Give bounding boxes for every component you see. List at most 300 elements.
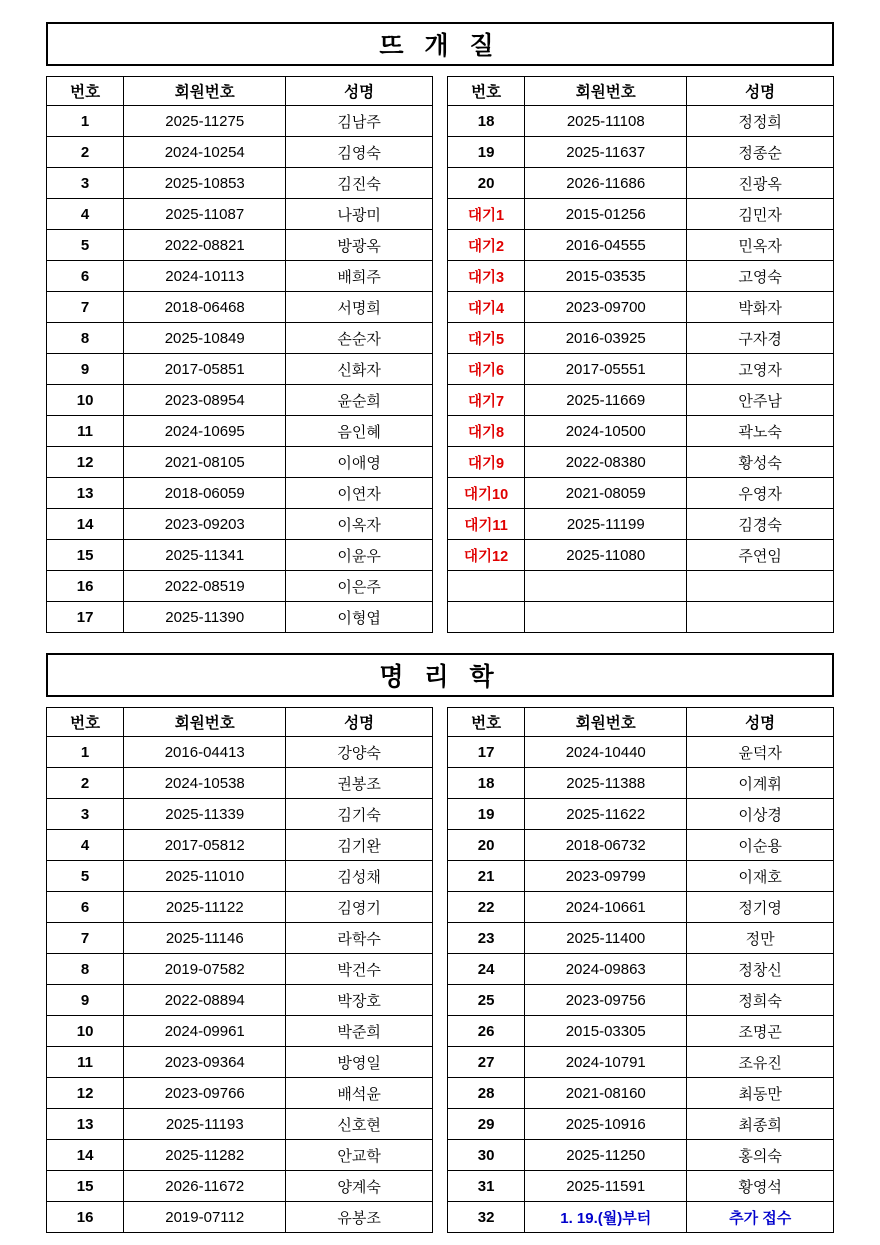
cell-no: 11 <box>47 1047 124 1078</box>
cell-name: 라학수 <box>286 923 433 954</box>
table-header-row <box>448 708 834 737</box>
cell-member-id: 2023-09766 <box>124 1078 286 1109</box>
cell-name: 최동만 <box>687 1078 834 1109</box>
cell-member-id: 2017-05812 <box>124 830 286 861</box>
cell-member-id: 2023-09756 <box>525 985 687 1016</box>
cell-member-id: 2025-11339 <box>124 799 286 830</box>
cell-member-id: 2025-11108 <box>525 106 687 137</box>
cell-name <box>687 602 834 633</box>
column-header-member-id: 회원번호 <box>124 77 286 106</box>
table-row <box>47 1109 433 1140</box>
table-row <box>47 354 433 385</box>
cell-name: 김영기 <box>286 892 433 923</box>
cell-member-id: 2016-04555 <box>525 230 687 261</box>
cell-name: 최종희 <box>687 1109 834 1140</box>
cell-no: 4 <box>47 199 124 230</box>
cell-name: 이계휘 <box>687 768 834 799</box>
table-row <box>448 447 834 478</box>
cell-name: 손순자 <box>286 323 433 354</box>
cell-no: 8 <box>47 323 124 354</box>
cell-name: 안주남 <box>687 385 834 416</box>
section-title-bar <box>46 22 834 66</box>
cell-no: 7 <box>47 292 124 323</box>
cell-name: 김기숙 <box>286 799 433 830</box>
cell-no: 6 <box>47 261 124 292</box>
cell-member-id <box>525 571 687 602</box>
cell-member-id: 2016-03925 <box>525 323 687 354</box>
table-row <box>448 861 834 892</box>
cell-member-id: 2025-10849 <box>124 323 286 354</box>
roster-table-right <box>447 707 834 1233</box>
cell-member-id: 2015-03305 <box>525 1016 687 1047</box>
cell-name: 신호현 <box>286 1109 433 1140</box>
column-header-no: 번호 <box>47 708 124 737</box>
cell-name: 정창신 <box>687 954 834 985</box>
cell-name: 우영자 <box>687 478 834 509</box>
right-column <box>447 76 834 633</box>
left-column <box>46 76 433 633</box>
cell-member-id: 2023-09203 <box>124 509 286 540</box>
cell-name: 나광미 <box>286 199 433 230</box>
cell-name: 김남주 <box>286 106 433 137</box>
table-row <box>47 199 433 230</box>
table-row <box>47 923 433 954</box>
table-row <box>448 416 834 447</box>
cell-name: 권봉조 <box>286 768 433 799</box>
table-row <box>448 168 834 199</box>
section-knitting <box>46 22 834 633</box>
cell-member-id: 2021-08160 <box>525 1078 687 1109</box>
cell-member-id: 2024-10113 <box>124 261 286 292</box>
cell-member-id: 2025-11282 <box>124 1140 286 1171</box>
cell-no: 10 <box>47 1016 124 1047</box>
cell-no: 6 <box>47 892 124 923</box>
cell-name: 곽노숙 <box>687 416 834 447</box>
cell-no: 16 <box>47 1202 124 1233</box>
cell-member-id: 2018-06732 <box>525 830 687 861</box>
table-row <box>47 323 433 354</box>
table-row <box>47 1140 433 1171</box>
table-row <box>448 737 834 768</box>
cell-no <box>448 571 525 602</box>
section-title-bar <box>46 653 834 697</box>
table-row <box>448 1171 834 1202</box>
cell-name: 고영자 <box>687 354 834 385</box>
cell-name: 주연임 <box>687 540 834 571</box>
column-header-no: 번호 <box>448 708 525 737</box>
cell-name: 이형엽 <box>286 602 433 633</box>
table-row <box>448 1047 834 1078</box>
column-header-name: 성명 <box>687 77 834 106</box>
cell-name: 이은주 <box>286 571 433 602</box>
cell-no: 31 <box>448 1171 525 1202</box>
cell-name: 이순용 <box>687 830 834 861</box>
cell-member-id: 2025-11146 <box>124 923 286 954</box>
cell-no: 18 <box>448 106 525 137</box>
cell-member-id <box>525 602 687 633</box>
cell-no: 5 <box>47 861 124 892</box>
section-table-block <box>46 76 834 633</box>
cell-member-id: 2025-10853 <box>124 168 286 199</box>
cell-no: 18 <box>448 768 525 799</box>
cell-name: 김기완 <box>286 830 433 861</box>
cell-no: 대기4 <box>448 292 525 323</box>
cell-name: 박장호 <box>286 985 433 1016</box>
cell-no: 26 <box>448 1016 525 1047</box>
cell-name: 유봉조 <box>286 1202 433 1233</box>
column-header-name: 성명 <box>286 77 433 106</box>
column-header-no: 번호 <box>448 77 525 106</box>
cell-name: 김경숙 <box>687 509 834 540</box>
cell-member-id: 2019-07112 <box>124 1202 286 1233</box>
right-column <box>447 707 834 1233</box>
cell-no: 2 <box>47 137 124 168</box>
cell-no: 대기3 <box>448 261 525 292</box>
cell-no: 12 <box>47 447 124 478</box>
table-row <box>448 892 834 923</box>
cell-member-id: 2024-09961 <box>124 1016 286 1047</box>
table-row <box>448 1109 834 1140</box>
cell-name: 홍의숙 <box>687 1140 834 1171</box>
cell-no: 7 <box>47 923 124 954</box>
cell-name: 배석윤 <box>286 1078 433 1109</box>
cell-member-id: 2026-11686 <box>525 168 687 199</box>
cell-member-id: 2024-10661 <box>525 892 687 923</box>
cell-member-id: 2019-07582 <box>124 954 286 985</box>
cell-name: 방영일 <box>286 1047 433 1078</box>
cell-name: 방광옥 <box>286 230 433 261</box>
table-row <box>47 861 433 892</box>
table-row <box>448 1140 834 1171</box>
cell-no: 19 <box>448 137 525 168</box>
column-header-member-id: 회원번호 <box>525 77 687 106</box>
cell-no: 4 <box>47 830 124 861</box>
cell-member-id: 2024-10440 <box>525 737 687 768</box>
table-row <box>47 985 433 1016</box>
cell-no: 19 <box>448 799 525 830</box>
cell-no <box>448 602 525 633</box>
cell-member-id: 2025-10916 <box>525 1109 687 1140</box>
cell-no: 12 <box>47 1078 124 1109</box>
cell-no: 2 <box>47 768 124 799</box>
cell-notice-date: 1. 19.(월)부터 <box>525 1202 687 1233</box>
cell-name: 김영숙 <box>286 137 433 168</box>
cell-no: 16 <box>47 571 124 602</box>
table-row <box>448 106 834 137</box>
cell-member-id: 2025-11637 <box>525 137 687 168</box>
table-row <box>47 137 433 168</box>
cell-no: 9 <box>47 985 124 1016</box>
cell-no: 29 <box>448 1109 525 1140</box>
table-row <box>47 540 433 571</box>
cell-member-id: 2025-11199 <box>525 509 687 540</box>
table-row <box>47 768 433 799</box>
cell-no: 15 <box>47 540 124 571</box>
cell-name: 구자경 <box>687 323 834 354</box>
table-row <box>47 602 433 633</box>
cell-member-id: 2025-11080 <box>525 540 687 571</box>
table-row <box>47 168 433 199</box>
cell-member-id: 2024-10791 <box>525 1047 687 1078</box>
cell-name: 김진숙 <box>286 168 433 199</box>
cell-name: 박건수 <box>286 954 433 985</box>
cell-member-id: 2018-06468 <box>124 292 286 323</box>
cell-no: 10 <box>47 385 124 416</box>
column-header-name: 성명 <box>286 708 433 737</box>
cell-member-id: 2025-11193 <box>124 1109 286 1140</box>
cell-member-id: 2022-08894 <box>124 985 286 1016</box>
cell-member-id: 2024-10500 <box>525 416 687 447</box>
cell-member-id: 2017-05851 <box>124 354 286 385</box>
cell-no: 14 <box>47 509 124 540</box>
cell-member-id: 2018-06059 <box>124 478 286 509</box>
cell-name: 박화자 <box>687 292 834 323</box>
cell-member-id: 2025-11275 <box>124 106 286 137</box>
table-row-empty <box>448 571 834 602</box>
table-row <box>448 261 834 292</box>
cell-member-id: 2025-11390 <box>124 602 286 633</box>
table-row <box>448 292 834 323</box>
roster-table-right <box>447 76 834 633</box>
table-row-empty <box>448 602 834 633</box>
cell-name <box>687 571 834 602</box>
cell-name: 이연자 <box>286 478 433 509</box>
table-row <box>47 106 433 137</box>
cell-no: 20 <box>448 830 525 861</box>
table-row <box>47 954 433 985</box>
table-header-row <box>47 77 433 106</box>
cell-no: 17 <box>448 737 525 768</box>
cell-member-id: 2017-05551 <box>525 354 687 385</box>
left-column <box>46 707 433 1233</box>
cell-no: 대기1 <box>448 199 525 230</box>
cell-no: 15 <box>47 1171 124 1202</box>
cell-no: 23 <box>448 923 525 954</box>
cell-name: 음인혜 <box>286 416 433 447</box>
cell-member-id: 2023-09364 <box>124 1047 286 1078</box>
cell-member-id: 2025-11669 <box>525 385 687 416</box>
table-row <box>448 1078 834 1109</box>
table-row <box>448 1202 834 1233</box>
cell-name: 김민자 <box>687 199 834 230</box>
cell-name: 신화자 <box>286 354 433 385</box>
table-row <box>448 1016 834 1047</box>
cell-name: 김성채 <box>286 861 433 892</box>
table-row <box>448 923 834 954</box>
table-row <box>448 354 834 385</box>
column-header-member-id: 회원번호 <box>525 708 687 737</box>
cell-name: 이애영 <box>286 447 433 478</box>
section-myeongrihak <box>46 653 834 1233</box>
table-row <box>47 1171 433 1202</box>
table-row <box>47 1202 433 1233</box>
cell-no: 13 <box>47 478 124 509</box>
cell-member-id: 2015-03535 <box>525 261 687 292</box>
cell-no: 32 <box>448 1202 525 1233</box>
cell-member-id: 2024-10538 <box>124 768 286 799</box>
cell-member-id: 2025-11087 <box>124 199 286 230</box>
table-row <box>47 1047 433 1078</box>
cell-member-id: 2025-11341 <box>124 540 286 571</box>
cell-no: 9 <box>47 354 124 385</box>
table-row <box>448 985 834 1016</box>
table-row <box>47 292 433 323</box>
cell-no: 13 <box>47 1109 124 1140</box>
cell-no: 대기7 <box>448 385 525 416</box>
table-row <box>448 540 834 571</box>
roster-body-left <box>47 106 433 633</box>
cell-member-id: 2025-11400 <box>525 923 687 954</box>
table-row <box>448 385 834 416</box>
table-row <box>47 799 433 830</box>
table-row <box>47 1078 433 1109</box>
table-row <box>47 737 433 768</box>
section-table-block <box>46 707 834 1233</box>
roster-table-left <box>46 707 433 1233</box>
cell-member-id: 2025-11388 <box>525 768 687 799</box>
cell-name: 정희숙 <box>687 985 834 1016</box>
cell-member-id: 2021-08059 <box>525 478 687 509</box>
table-row <box>448 830 834 861</box>
cell-name: 조명곤 <box>687 1016 834 1047</box>
cell-no: 1 <box>47 106 124 137</box>
cell-name: 진광옥 <box>687 168 834 199</box>
cell-no: 대기10 <box>448 478 525 509</box>
column-header-no: 번호 <box>47 77 124 106</box>
cell-no: 21 <box>448 861 525 892</box>
table-header-row <box>47 708 433 737</box>
table-row <box>47 1016 433 1047</box>
cell-no: 20 <box>448 168 525 199</box>
cell-no: 22 <box>448 892 525 923</box>
cell-name: 조유진 <box>687 1047 834 1078</box>
table-row <box>448 478 834 509</box>
cell-member-id: 2025-11250 <box>525 1140 687 1171</box>
table-row <box>47 478 433 509</box>
cell-name: 윤덕자 <box>687 737 834 768</box>
cell-name: 민옥자 <box>687 230 834 261</box>
cell-member-id: 2023-08954 <box>124 385 286 416</box>
table-row <box>47 830 433 861</box>
cell-name: 고영숙 <box>687 261 834 292</box>
cell-member-id: 2025-11591 <box>525 1171 687 1202</box>
table-row <box>47 571 433 602</box>
cell-no: 대기6 <box>448 354 525 385</box>
cell-name: 배희주 <box>286 261 433 292</box>
cell-no: 11 <box>47 416 124 447</box>
cell-member-id: 2023-09700 <box>525 292 687 323</box>
table-row <box>47 892 433 923</box>
cell-name: 정기영 <box>687 892 834 923</box>
cell-no: 25 <box>448 985 525 1016</box>
cell-member-id: 2025-11010 <box>124 861 286 892</box>
cell-name: 이상경 <box>687 799 834 830</box>
cell-no: 대기12 <box>448 540 525 571</box>
table-row <box>448 799 834 830</box>
roster-body-right <box>448 106 834 633</box>
cell-name: 박준희 <box>286 1016 433 1047</box>
roster-body-left <box>47 737 433 1233</box>
table-row <box>448 323 834 354</box>
cell-member-id: 2024-10254 <box>124 137 286 168</box>
cell-name: 정정희 <box>687 106 834 137</box>
table-row <box>448 199 834 230</box>
cell-name: 안교학 <box>286 1140 433 1171</box>
cell-name: 정종순 <box>687 137 834 168</box>
cell-name: 윤순희 <box>286 385 433 416</box>
cell-no: 3 <box>47 168 124 199</box>
table-row <box>448 509 834 540</box>
cell-name: 황영석 <box>687 1171 834 1202</box>
table-row <box>448 230 834 261</box>
table-row <box>47 261 433 292</box>
roster-body-right <box>448 737 834 1233</box>
cell-member-id: 2022-08519 <box>124 571 286 602</box>
cell-member-id: 2015-01256 <box>525 199 687 230</box>
cell-no: 28 <box>448 1078 525 1109</box>
cell-member-id: 2016-04413 <box>124 737 286 768</box>
cell-no: 14 <box>47 1140 124 1171</box>
table-row <box>47 447 433 478</box>
cell-no: 3 <box>47 799 124 830</box>
cell-member-id: 2021-08105 <box>124 447 286 478</box>
cell-no: 대기2 <box>448 230 525 261</box>
table-row <box>448 768 834 799</box>
cell-no: 8 <box>47 954 124 985</box>
cell-member-id: 2026-11672 <box>124 1171 286 1202</box>
cell-no: 17 <box>47 602 124 633</box>
table-row <box>47 416 433 447</box>
cell-no: 5 <box>47 230 124 261</box>
cell-name: 정만 <box>687 923 834 954</box>
cell-member-id: 2022-08821 <box>124 230 286 261</box>
section-title: 뜨 개 질 <box>379 32 501 60</box>
cell-name: 서명희 <box>286 292 433 323</box>
cell-no: 대기9 <box>448 447 525 478</box>
cell-no: 대기11 <box>448 509 525 540</box>
cell-name: 이옥자 <box>286 509 433 540</box>
cell-no: 24 <box>448 954 525 985</box>
roster-table-left <box>46 76 433 633</box>
table-header-row <box>448 77 834 106</box>
table-row <box>47 385 433 416</box>
column-header-name: 성명 <box>687 708 834 737</box>
section-spacer <box>46 633 834 653</box>
cell-no: 대기5 <box>448 323 525 354</box>
cell-member-id: 2025-11122 <box>124 892 286 923</box>
cell-member-id: 2024-09863 <box>525 954 687 985</box>
cell-name: 강양숙 <box>286 737 433 768</box>
cell-name: 이윤우 <box>286 540 433 571</box>
cell-member-id: 2022-08380 <box>525 447 687 478</box>
cell-member-id: 2024-10695 <box>124 416 286 447</box>
cell-name: 황성숙 <box>687 447 834 478</box>
section-title: 명 리 학 <box>379 663 501 691</box>
cell-no: 1 <box>47 737 124 768</box>
cell-name: 양계숙 <box>286 1171 433 1202</box>
cell-no: 27 <box>448 1047 525 1078</box>
table-row <box>47 509 433 540</box>
cell-no: 30 <box>448 1140 525 1171</box>
table-row <box>448 137 834 168</box>
cell-name: 이재호 <box>687 861 834 892</box>
table-row <box>448 954 834 985</box>
table-row <box>47 230 433 261</box>
column-header-member-id: 회원번호 <box>124 708 286 737</box>
cell-no: 대기8 <box>448 416 525 447</box>
cell-member-id: 2023-09799 <box>525 861 687 892</box>
cell-member-id: 2025-11622 <box>525 799 687 830</box>
